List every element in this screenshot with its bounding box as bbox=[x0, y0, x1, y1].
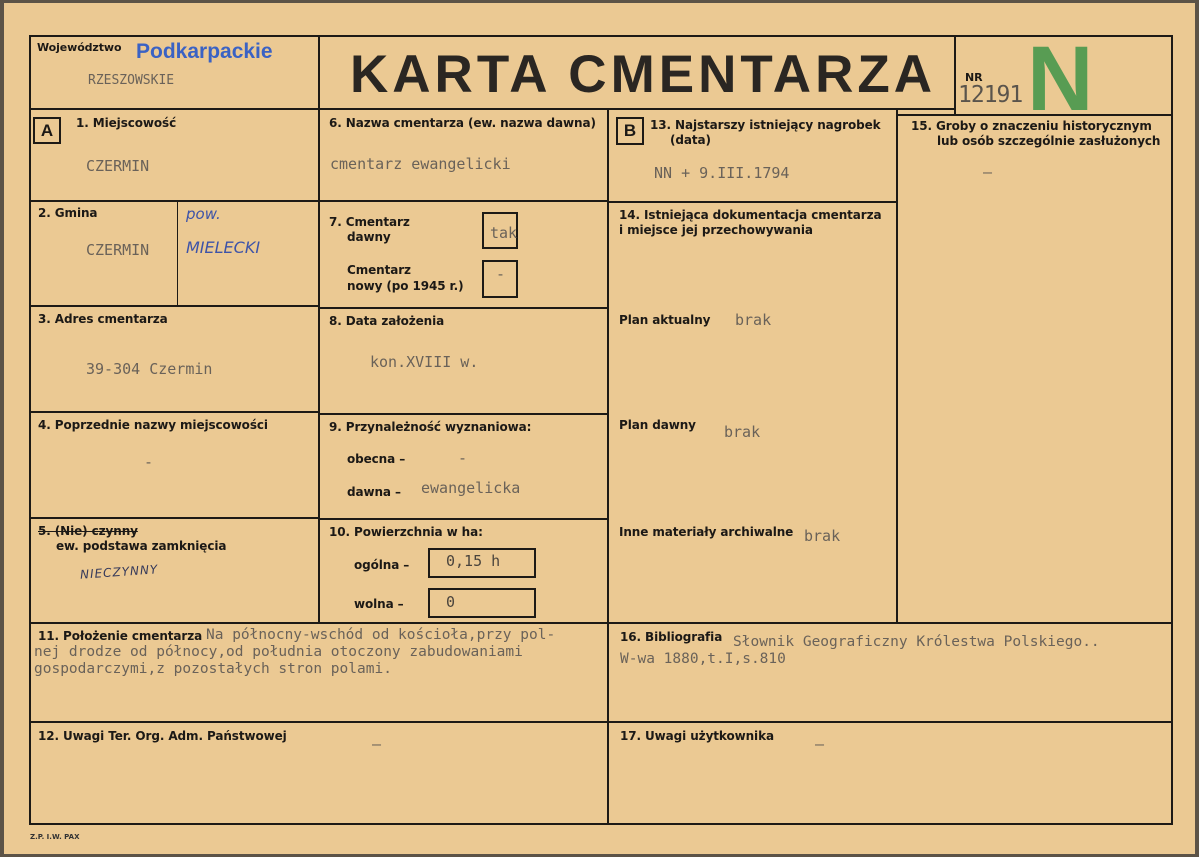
row-line-a2 bbox=[29, 305, 320, 307]
field-9-former-label: dawna – bbox=[347, 485, 401, 499]
field-4-value: - bbox=[144, 453, 154, 471]
field-16-line1: Słownik Geograficzny Królestwa Polskiego.. bbox=[733, 634, 1100, 650]
field-8-value: kon.XVIII w. bbox=[370, 353, 479, 371]
field-11-label: 11. Położenie cmentarza bbox=[38, 629, 203, 643]
row-line-a3 bbox=[29, 411, 320, 413]
field-12-label: 12. Uwagi Ter. Org. Adm. Państwowej bbox=[38, 729, 287, 743]
field-10-total-label: ogólna – bbox=[354, 558, 410, 572]
field-12-value: — bbox=[372, 735, 382, 753]
field-17-value: — bbox=[815, 735, 825, 753]
field-9-current-value: - bbox=[458, 449, 468, 467]
header-vline-1 bbox=[318, 35, 320, 110]
category-letter-stamp: N bbox=[1027, 28, 1094, 130]
field-10-label: 10. Powierzchnia w ha: bbox=[329, 525, 483, 539]
field-15-label-line2: lub osób szczególnie zasłużonych bbox=[937, 134, 1161, 148]
plan-former-label: Plan dawny bbox=[619, 418, 696, 432]
field-16-label: 16. Bibliografia bbox=[620, 630, 723, 644]
field-10-total-value: 0,15 h bbox=[446, 552, 501, 570]
gmina-divider bbox=[177, 201, 178, 306]
wojewodztwo-old: RZESZOWSKIE bbox=[88, 73, 175, 88]
field-7-label-line2: dawny bbox=[347, 230, 391, 244]
field-6-value: cmentarz ewangelicki bbox=[330, 155, 511, 173]
row-line-m3 bbox=[318, 413, 609, 415]
field-4-label: 4. Poprzednie nazwy miejscowości bbox=[38, 418, 268, 432]
other-materials-label: Inne materiały archiwalne bbox=[619, 525, 794, 539]
section-b-letter: B bbox=[616, 117, 644, 145]
row-line-m2 bbox=[318, 307, 609, 309]
col-line-2 bbox=[607, 108, 609, 825]
field-15-value: — bbox=[983, 163, 993, 181]
row-line-bottom-1 bbox=[29, 622, 1173, 624]
frame-bottom bbox=[29, 823, 1173, 825]
plan-former-value: brak bbox=[724, 423, 761, 441]
field-13-label-line1: 13. Najstarszy istniejący nagrobek bbox=[650, 118, 881, 132]
field-10-free-label: wolna – bbox=[354, 597, 404, 611]
plan-current-value: brak bbox=[735, 311, 772, 329]
frame-right bbox=[1171, 35, 1173, 825]
header-vline-2 bbox=[954, 35, 956, 116]
field-9-former-value: ewangelicka bbox=[421, 479, 521, 497]
printer-mark: Z.P. I.W. PAX bbox=[30, 833, 80, 841]
field-7-label-line1: 7. Cmentarz bbox=[329, 215, 410, 229]
field-13-label-line2: (data) bbox=[670, 133, 711, 147]
field-11-line1: Na północny-wschód od kościoła,przy pol- bbox=[206, 627, 556, 643]
wojewodztwo-label: Województwo bbox=[37, 41, 122, 54]
frame-left bbox=[29, 35, 31, 825]
row-line-bottom-2 bbox=[29, 721, 1173, 723]
field-5-label-line1: 5. (Nie) czynny bbox=[38, 524, 138, 538]
field-1-label: 1. Miejscowość bbox=[76, 116, 177, 130]
col-line-3 bbox=[896, 108, 898, 624]
field-6-label: 6. Nazwa cmentarza (ew. nazwa dawna) bbox=[329, 116, 596, 130]
field-14-label-line2: i miejsce jej przechowywania bbox=[619, 223, 813, 237]
col-line-1 bbox=[318, 108, 320, 623]
field-10-free-box bbox=[428, 588, 536, 618]
row-line-m1 bbox=[318, 200, 609, 202]
field-1-value: CZERMIN bbox=[86, 157, 150, 175]
frame-top bbox=[29, 35, 1173, 37]
row-line-a4 bbox=[29, 517, 320, 519]
row-line-b1 bbox=[607, 201, 898, 203]
field-8-label: 8. Data założenia bbox=[329, 314, 445, 328]
section-a-letter: A bbox=[33, 117, 61, 144]
field-7b-label-line2: nowy (po 1945 r.) bbox=[347, 279, 464, 293]
field-2-value: CZERMIN bbox=[86, 241, 150, 259]
other-materials-value: brak bbox=[804, 527, 841, 545]
field-17-label: 17. Uwagi użytkownika bbox=[620, 729, 774, 743]
field-7b-value: - bbox=[496, 265, 506, 283]
field-3-label: 3. Adres cmentarza bbox=[38, 312, 168, 326]
field-16-line2: W-wa 1880,t.I,s.810 bbox=[620, 651, 786, 667]
pow-handwritten-1: pow. bbox=[186, 205, 221, 223]
field-14-label-line1: 14. Istniejąca dokumentacja cmentarza bbox=[619, 208, 882, 222]
field-15-label-line1: 15. Groby o znaczeniu historycznym bbox=[911, 119, 1152, 133]
field-5-label-line2: ew. podstawa zamknięcia bbox=[56, 539, 227, 553]
field-11-line3: gospodarczymi,z pozostałych stron polami. bbox=[34, 661, 392, 677]
nr-value: 12191 bbox=[958, 82, 1023, 108]
field-2-label: 2. Gmina bbox=[38, 206, 98, 220]
field-3-value: 39-304 Czermin bbox=[86, 360, 213, 378]
field-5-value: NIECZYNNY bbox=[79, 562, 159, 582]
row-line-m4 bbox=[318, 518, 609, 520]
nr-label: NR bbox=[965, 71, 983, 84]
field-11-line2: nej drodze od północy,od południa otoczony zabudowaniami bbox=[34, 644, 523, 660]
page-title: KARTA CMENTARZA bbox=[350, 45, 936, 104]
pow-handwritten-2: MIELECKI bbox=[186, 238, 261, 257]
field-9-label: 9. Przynależność wyznaniowa: bbox=[329, 420, 532, 434]
field-7b-label-line1: Cmentarz bbox=[347, 263, 411, 277]
plan-current-label: Plan aktualny bbox=[619, 313, 711, 327]
field-13-value: NN + 9.III.1794 bbox=[654, 164, 790, 182]
header-divider bbox=[29, 108, 956, 110]
field-10-free-value: 0 bbox=[446, 593, 456, 611]
field-9-current-label: obecna – bbox=[347, 452, 406, 466]
field-7-value: tak bbox=[490, 224, 518, 242]
row-line-a1 bbox=[29, 200, 320, 202]
wojewodztwo-stamp: Podkarpackie bbox=[136, 40, 273, 63]
